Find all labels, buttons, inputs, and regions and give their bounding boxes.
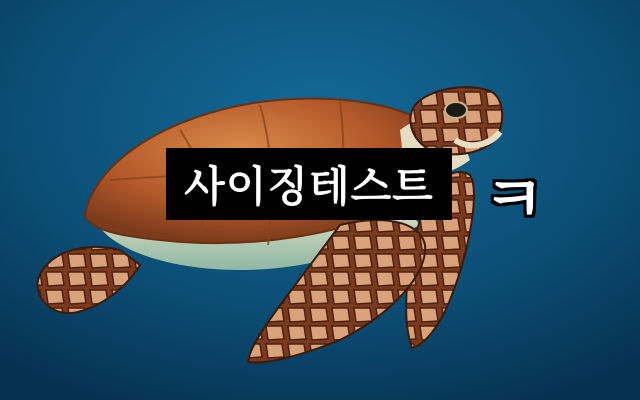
turtle-eye [445, 102, 467, 118]
caption-title: 사이징테스트 [184, 162, 434, 211]
caption-box [166, 148, 452, 220]
caption-side-char: ㅋ [483, 163, 545, 237]
